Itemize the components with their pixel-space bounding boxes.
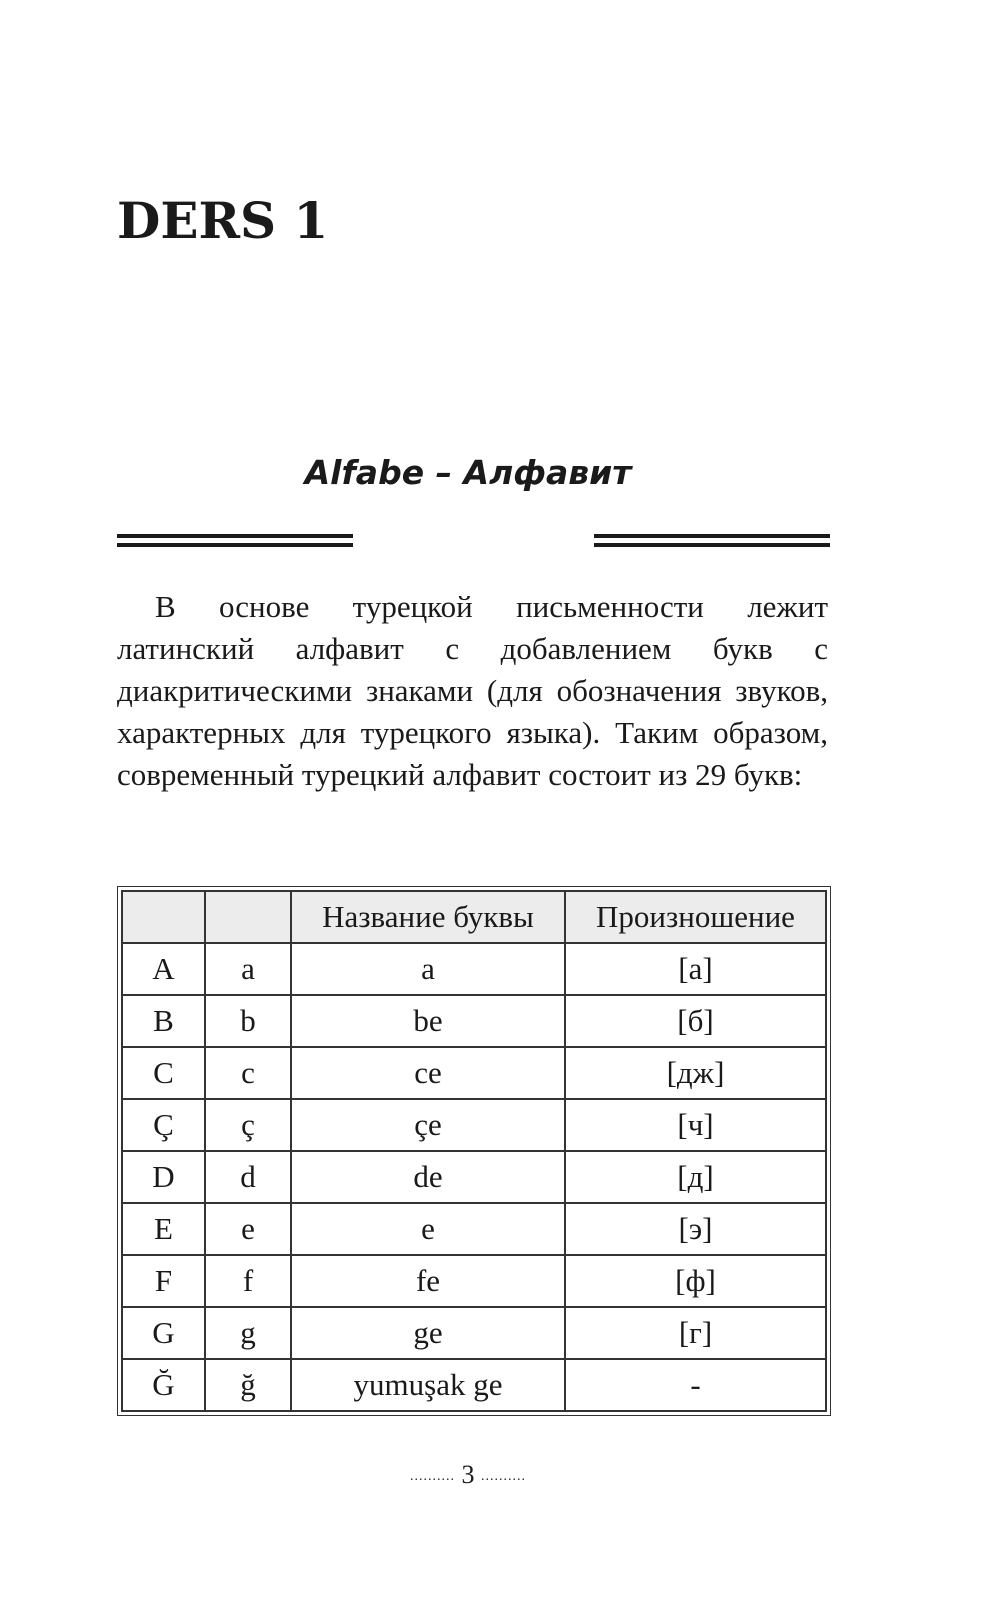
cell-uppercase: D bbox=[122, 1151, 205, 1203]
cell-uppercase: Ç bbox=[122, 1099, 205, 1151]
footer-dots-right: .......... bbox=[481, 1469, 526, 1485]
cell-lowercase: a bbox=[205, 943, 291, 995]
cell-pronunciation: - bbox=[565, 1359, 826, 1411]
cell-letter-name: de bbox=[291, 1151, 565, 1203]
decorative-rule-left bbox=[117, 534, 353, 548]
cell-lowercase: f bbox=[205, 1255, 291, 1307]
cell-uppercase: A bbox=[122, 943, 205, 995]
cell-uppercase: C bbox=[122, 1047, 205, 1099]
cell-letter-name: fe bbox=[291, 1255, 565, 1307]
table-row bbox=[122, 995, 826, 1047]
table-row bbox=[122, 1307, 826, 1359]
cell-lowercase: e bbox=[205, 1203, 291, 1255]
alphabet-table bbox=[121, 890, 827, 1412]
cell-pronunciation: [ч] bbox=[565, 1099, 826, 1151]
table-body bbox=[122, 943, 826, 1411]
page-number: 3 bbox=[461, 1460, 475, 1489]
cell-pronunciation: [дж] bbox=[565, 1047, 826, 1099]
header-uppercase bbox=[122, 891, 205, 943]
cell-uppercase: F bbox=[122, 1255, 205, 1307]
footer-dots-left: .......... bbox=[410, 1469, 455, 1485]
cell-lowercase: ç bbox=[205, 1099, 291, 1151]
lesson-title: DERS 1 bbox=[117, 191, 329, 250]
table-row bbox=[122, 1151, 826, 1203]
page-footer bbox=[0, 1462, 936, 1488]
cell-letter-name: ge bbox=[291, 1307, 565, 1359]
table-row bbox=[122, 1099, 826, 1151]
table-row bbox=[122, 943, 826, 995]
cell-lowercase: ğ bbox=[205, 1359, 291, 1411]
cell-pronunciation: [д] bbox=[565, 1151, 826, 1203]
header-pronunciation: Произношение bbox=[565, 891, 826, 943]
header-letter-name: Название буквы bbox=[291, 891, 565, 943]
cell-uppercase: G bbox=[122, 1307, 205, 1359]
cell-letter-name: e bbox=[291, 1203, 565, 1255]
alphabet-table-frame bbox=[117, 886, 831, 1416]
cell-letter-name: çe bbox=[291, 1099, 565, 1151]
intro-paragraph: В основе турецкой письменности лежит латинский алфавит с добавлением букв с диакритическими знаками (для обозначения звуков, характерных для турецкого языка). Таким образом, современный турецкий алфавит состоит из 29 букв: bbox=[117, 589, 828, 792]
table-row bbox=[122, 1359, 826, 1411]
cell-letter-name: a bbox=[291, 943, 565, 995]
cell-pronunciation: [г] bbox=[565, 1307, 826, 1359]
cell-uppercase: E bbox=[122, 1203, 205, 1255]
cell-uppercase: Ğ bbox=[122, 1359, 205, 1411]
cell-lowercase: c bbox=[205, 1047, 291, 1099]
decorative-rule-right bbox=[594, 534, 830, 548]
header-lowercase bbox=[205, 891, 291, 943]
cell-lowercase: d bbox=[205, 1151, 291, 1203]
table-row bbox=[122, 1255, 826, 1307]
cell-letter-name: be bbox=[291, 995, 565, 1047]
cell-lowercase: b bbox=[205, 995, 291, 1047]
table-row bbox=[122, 1203, 826, 1255]
cell-uppercase: B bbox=[122, 995, 205, 1047]
cell-lowercase: g bbox=[205, 1307, 291, 1359]
cell-pronunciation: [а] bbox=[565, 943, 826, 995]
table-row bbox=[122, 1047, 826, 1099]
cell-letter-name: ce bbox=[291, 1047, 565, 1099]
cell-pronunciation: [ф] bbox=[565, 1255, 826, 1307]
table-header-row bbox=[122, 891, 826, 943]
cell-letter-name: yumuşak ge bbox=[291, 1359, 565, 1411]
section-title: Alfabe – Алфавит bbox=[304, 453, 632, 492]
cell-pronunciation: [б] bbox=[565, 995, 826, 1047]
cell-pronunciation: [э] bbox=[565, 1203, 826, 1255]
